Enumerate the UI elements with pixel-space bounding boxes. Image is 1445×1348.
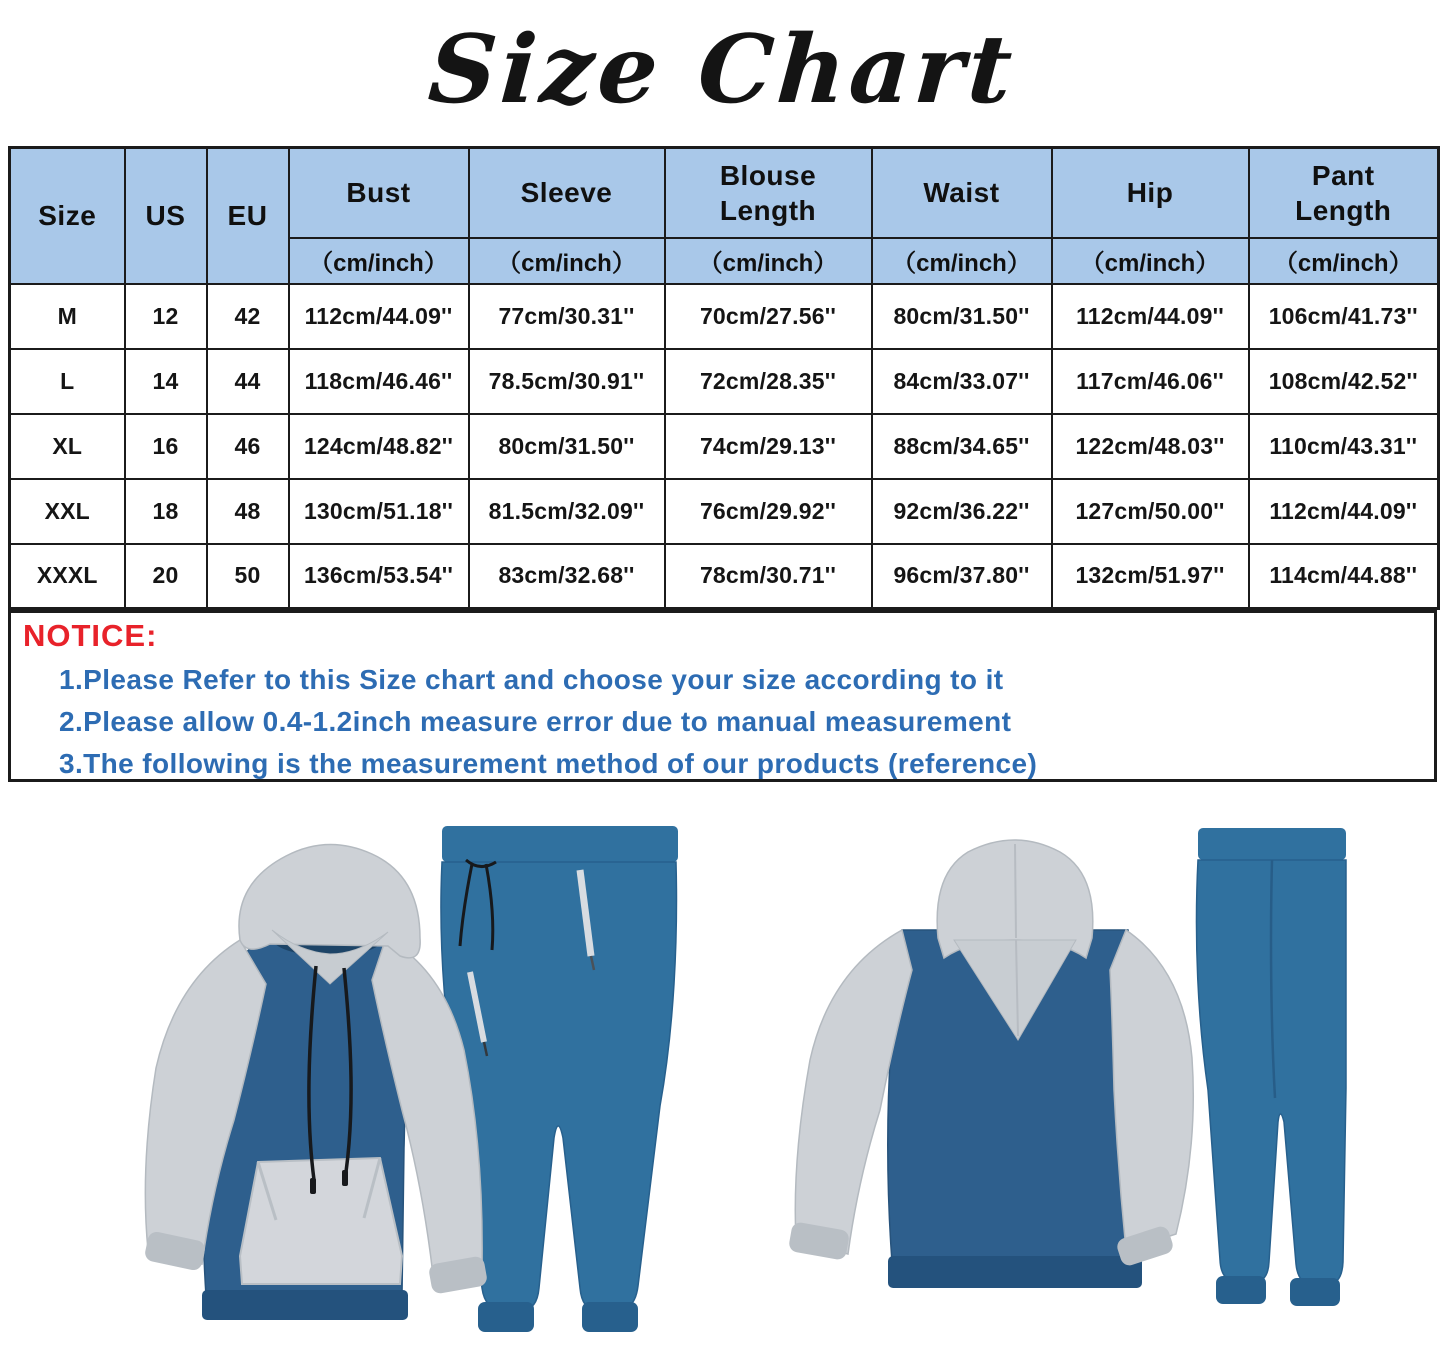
column-header-waist: Waist xyxy=(872,148,1052,238)
table-cell: 136cm/53.54'' xyxy=(289,544,469,609)
table-cell: 122cm/48.03'' xyxy=(1052,414,1249,479)
unit-cell-hip: （cm/inch） xyxy=(1052,238,1249,284)
table-cell: 127cm/50.00'' xyxy=(1052,479,1249,544)
column-header-sleeve: Sleeve xyxy=(469,148,665,238)
table-cell: 92cm/36.22'' xyxy=(872,479,1052,544)
unit-cell-blouse: （cm/inch） xyxy=(665,238,872,284)
table-row-xl xyxy=(10,414,1439,479)
table-cell: L xyxy=(10,349,125,414)
hoodie-back xyxy=(788,840,1193,1288)
product-figures xyxy=(0,788,1445,1348)
table-cell: 18 xyxy=(125,479,207,544)
column-header-blouse-length: Blouse Length xyxy=(665,148,872,238)
table-cell: 132cm/51.97'' xyxy=(1052,544,1249,609)
table-cell: M xyxy=(10,284,125,349)
table-cell: 84cm/33.07'' xyxy=(872,349,1052,414)
size-table xyxy=(8,146,1440,610)
table-cell: 78.5cm/30.91'' xyxy=(469,349,665,414)
table-cell: 117cm/46.06'' xyxy=(1052,349,1249,414)
notice-item-1: 1.Please Refer to this Size chart and choose your size according to it xyxy=(59,664,1004,695)
notice-heading: NOTICE: xyxy=(23,618,158,653)
table-row-m xyxy=(10,284,1439,349)
table-cell: XL xyxy=(10,414,125,479)
table-cell: 77cm/30.31'' xyxy=(469,284,665,349)
hoodie-front xyxy=(144,844,489,1320)
table-cell: 110cm/43.31'' xyxy=(1249,414,1439,479)
column-header-bust: Bust xyxy=(289,148,469,238)
table-cell: XXXL xyxy=(10,544,125,609)
page-title xyxy=(0,0,1445,140)
unit-cell-waist: （cm/inch） xyxy=(872,238,1052,284)
table-cell: 96cm/37.80'' xyxy=(872,544,1052,609)
table-cell: 108cm/42.52'' xyxy=(1249,349,1439,414)
notice-item-3: 3.The following is the measurement method of our products (reference) xyxy=(59,748,1038,779)
table-row-xxl xyxy=(10,479,1439,544)
table-cell: 74cm/29.13'' xyxy=(665,414,872,479)
table-cell: 76cm/29.92'' xyxy=(665,479,872,544)
table-cell: 80cm/31.50'' xyxy=(872,284,1052,349)
table-cell: 81.5cm/32.09'' xyxy=(469,479,665,544)
table-cell: 72cm/28.35'' xyxy=(665,349,872,414)
table-cell: 112cm/44.09'' xyxy=(1052,284,1249,349)
table-row-l xyxy=(10,349,1439,414)
table-cell: XXL xyxy=(10,479,125,544)
table-cell: 114cm/44.88'' xyxy=(1249,544,1439,609)
column-header-pant-length: Pant Length xyxy=(1249,148,1439,238)
notice-box xyxy=(8,610,1437,782)
pants-back xyxy=(1196,828,1346,1306)
column-header-eu: EU xyxy=(207,148,289,284)
table-cell: 106cm/41.73'' xyxy=(1249,284,1439,349)
table-cell: 44 xyxy=(207,349,289,414)
table-row-xxxl xyxy=(10,544,1439,609)
column-header-us: US xyxy=(125,148,207,284)
unit-cell-bust: （cm/inch） xyxy=(289,238,469,284)
table-cell: 130cm/51.18'' xyxy=(289,479,469,544)
tracksuit-back-image xyxy=(730,788,1350,1348)
table-cell: 48 xyxy=(207,479,289,544)
table-cell: 78cm/30.71'' xyxy=(665,544,872,609)
unit-cell-pant: （cm/inch） xyxy=(1249,238,1439,284)
table-cell: 80cm/31.50'' xyxy=(469,414,665,479)
tracksuit-front-image xyxy=(90,788,710,1348)
table-cell: 70cm/27.56'' xyxy=(665,284,872,349)
unit-cell-sleeve: （cm/inch） xyxy=(469,238,665,284)
notice-item-2: 2.Please allow 0.4-1.2inch measure error due to manual measurement xyxy=(59,706,1012,737)
table-cell: 42 xyxy=(207,284,289,349)
table-cell: 112cm/44.09'' xyxy=(289,284,469,349)
table-cell: 20 xyxy=(125,544,207,609)
column-header-hip: Hip xyxy=(1052,148,1249,238)
table-cell: 88cm/34.65'' xyxy=(872,414,1052,479)
table-cell: 124cm/48.82'' xyxy=(289,414,469,479)
column-header-size: Size xyxy=(10,148,125,284)
page-title-text: Size Chart xyxy=(425,15,1020,125)
header-row xyxy=(10,148,1439,238)
table-cell: 46 xyxy=(207,414,289,479)
table-cell: 83cm/32.68'' xyxy=(469,544,665,609)
table-cell: 50 xyxy=(207,544,289,609)
table-cell: 112cm/44.09'' xyxy=(1249,479,1439,544)
table-cell: 14 xyxy=(125,349,207,414)
table-cell: 12 xyxy=(125,284,207,349)
table-cell: 16 xyxy=(125,414,207,479)
table-cell: 118cm/46.46'' xyxy=(289,349,469,414)
